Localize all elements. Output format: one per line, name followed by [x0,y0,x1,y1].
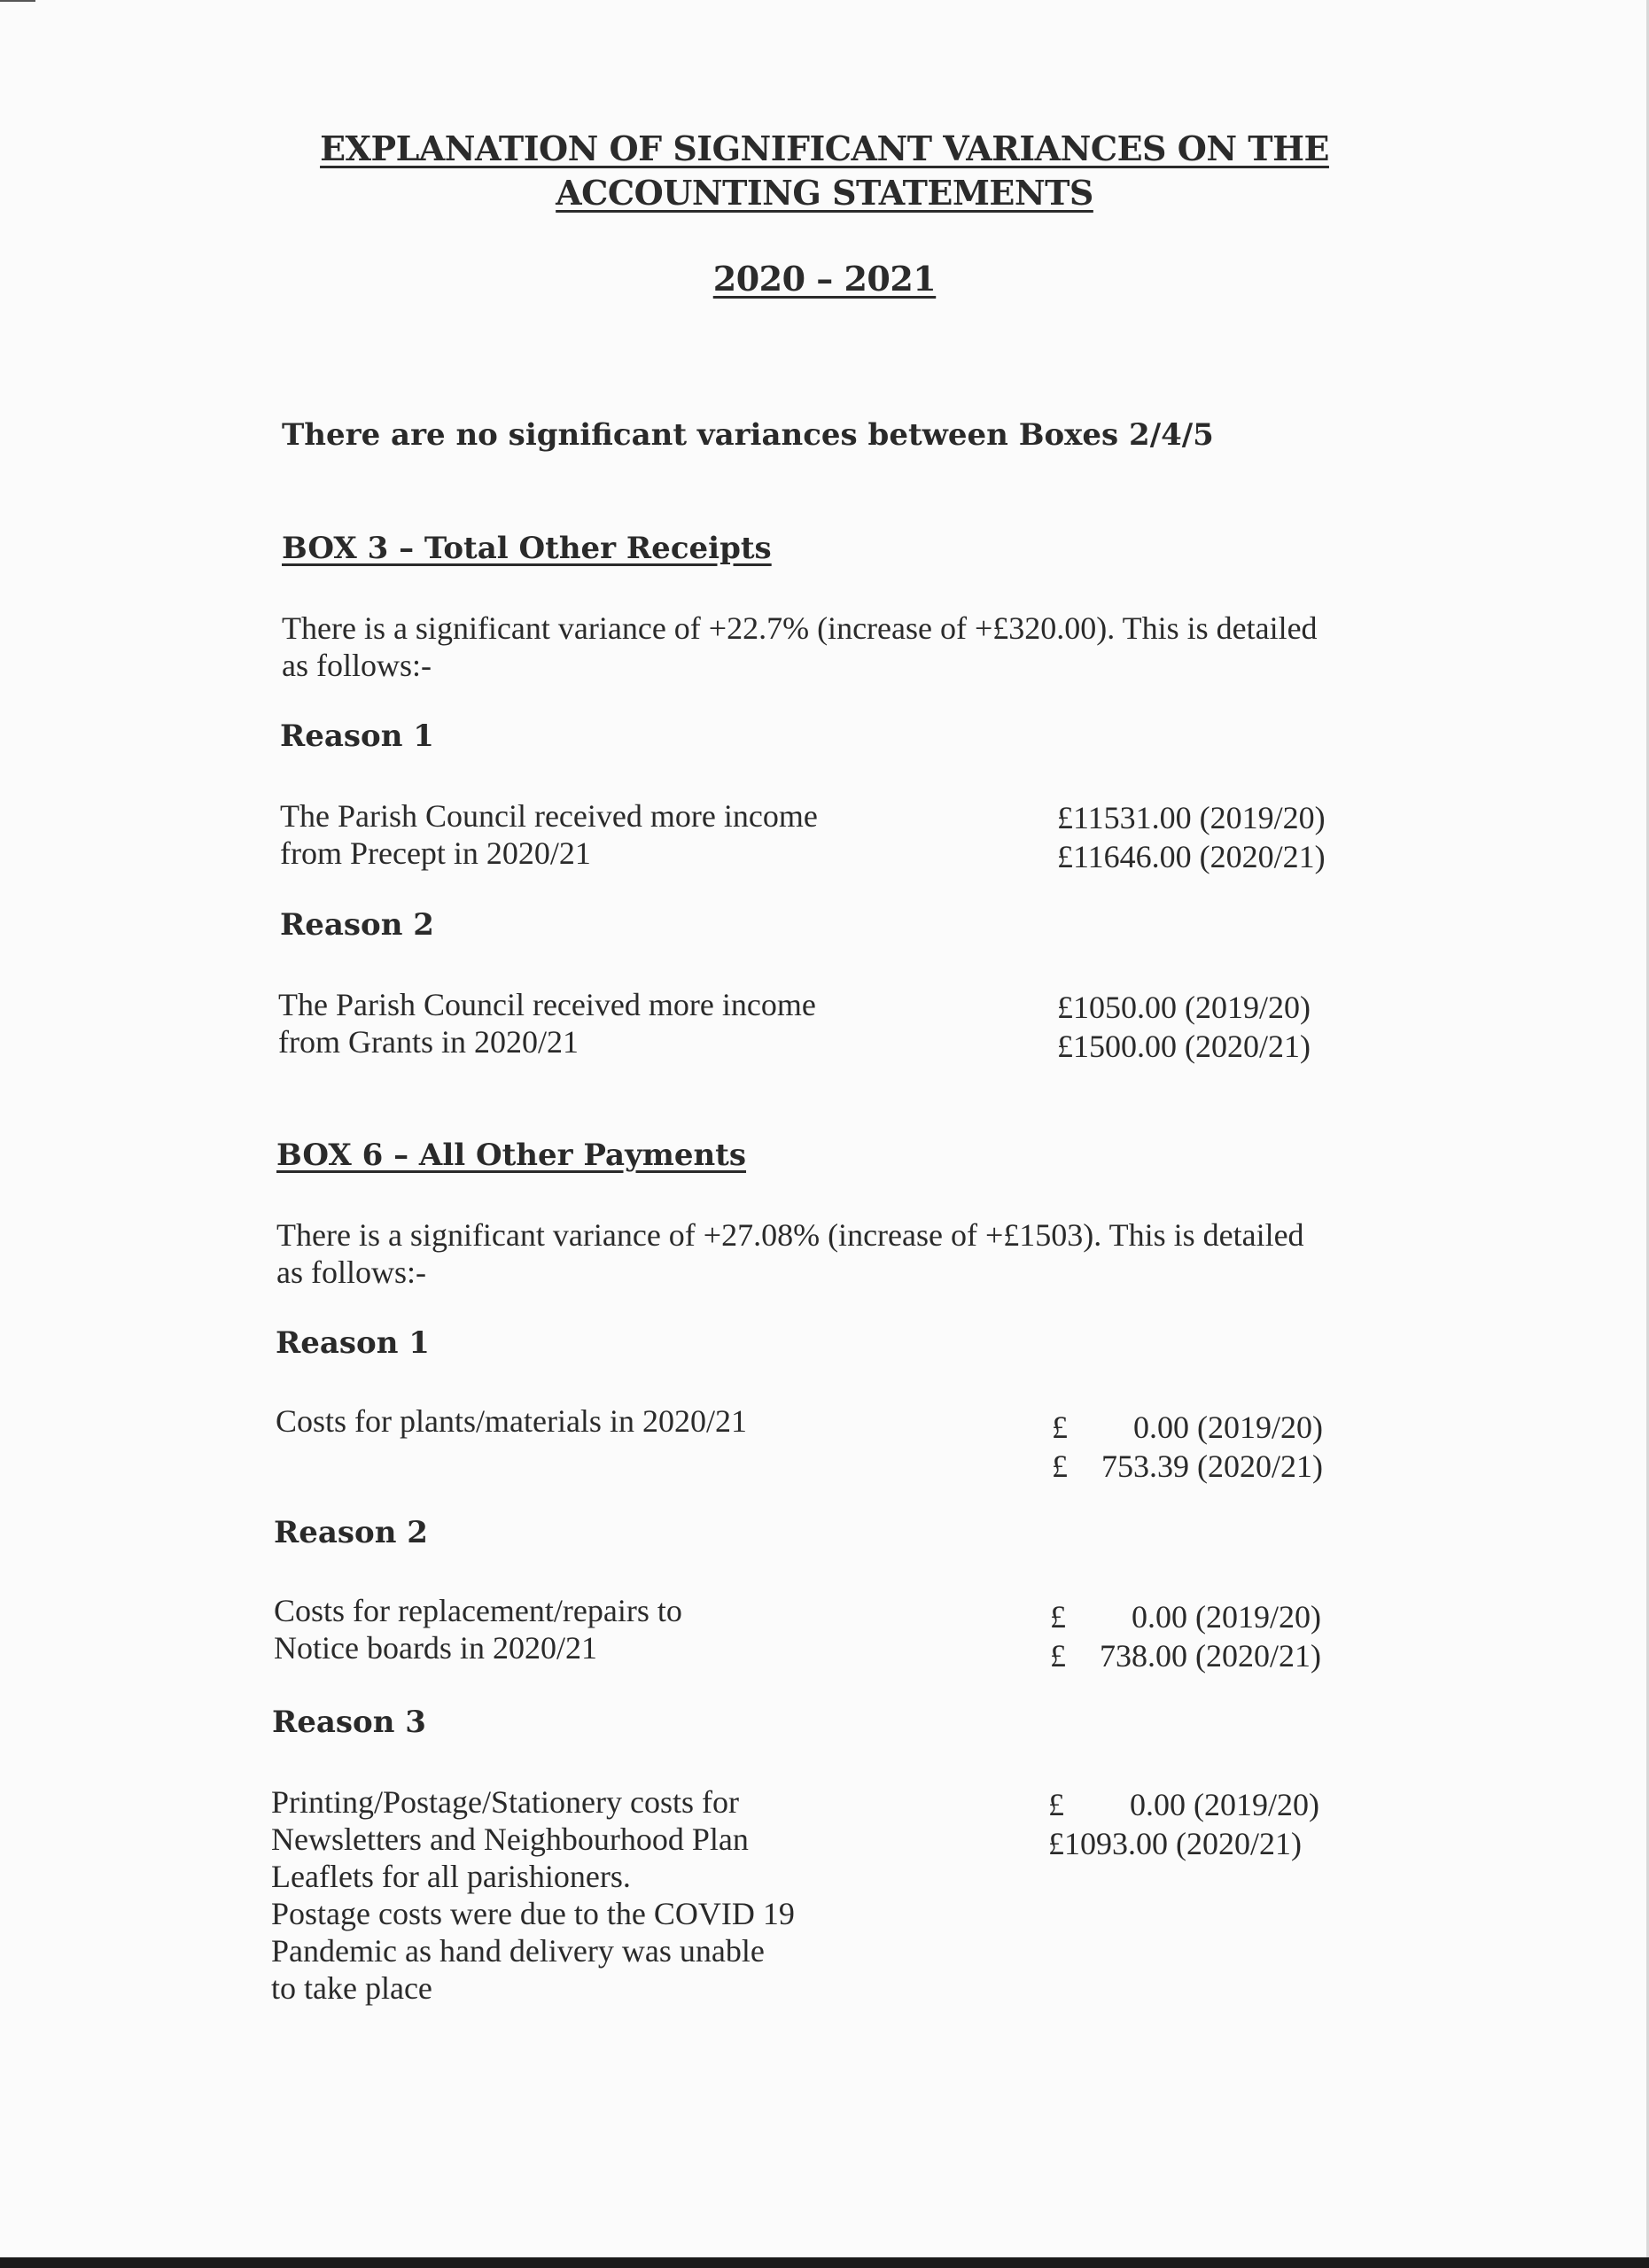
box6-reason-2-value-2020 [1050,1637,1321,1674]
year-label: (2020/21) [1197,1449,1323,1484]
box3-reason-1-value-2019: £11531.00 (2019/20) [1057,800,1326,835]
no-variance-note: There are no significant variances between Boxes 2/4/5 [282,417,1214,453]
box6-reason-3-desc-line-3: Leaflets for all parishioners. [271,1859,631,1894]
document-title-line-2: ACCOUNTING STATEMENTS [556,173,1093,213]
box6-reason-1-value-2019 [1052,1409,1323,1446]
box3-reason-2-value-2020: £1500.00 (2020/21) [1057,1029,1311,1064]
box6-reason-3-desc-line-2: Newsletters and Neighbourhood Plan [271,1821,749,1857]
box6-reason-1-desc-line-1: Costs for plants/materials in 2020/21 [276,1403,747,1439]
box6-reason-2-label: Reason 2 [274,1515,428,1550]
year-label: (2019/20) [1197,1410,1323,1445]
box3-heading: BOX 3 – Total Other Receipts [282,531,772,566]
currency-symbol: £ [1050,1638,1066,1674]
box6-reason-3-desc-line-6: to take place [271,1970,432,2006]
box3-reason-1-value-2020: £11646.00 (2020/21) [1057,839,1326,874]
box6-reason-3-desc-line-4: Postage costs were due to the COVID 19 [271,1896,795,1931]
box6-reason-2-desc-line-2: Notice boards in 2020/21 [274,1630,597,1666]
document-title-line-1: EXPLANATION OF SIGNIFICANT VARIANCES ON THE [320,128,1329,168]
year-label: (2020/21) [1195,1638,1321,1674]
box3-reason-2-desc-line-1: The Parish Council received more income [278,987,816,1022]
document-year: 2020 – 2021 [712,259,937,299]
year-label: (2019/20) [1194,1787,1319,1822]
amount: 738.00 [1100,1638,1187,1674]
box3-reason-1-label: Reason 1 [280,718,434,754]
amount: 0.00 [1133,1410,1189,1445]
box6-reason-3-desc-line-5: Pandemic as hand delivery was unable [271,1933,765,1969]
box6-reason-1-label: Reason 1 [276,1325,430,1361]
amount: 753.39 [1101,1449,1189,1484]
box3-intro-line-2: as follows:- [282,648,432,683]
box6-intro-line-2: as follows:- [276,1254,426,1290]
box3-reason-2-label: Reason 2 [280,907,434,943]
box6-reason-3-value-2019 [1048,1786,1319,1823]
box6-reason-2-desc-line-1: Costs for replacement/repairs to [274,1593,682,1628]
amount: 0.00 [1130,1787,1186,1822]
box6-intro-line-1: There is a significant variance of +27.08% (increase of +£1503). This is detailed [276,1217,1304,1253]
year-label: (2019/20) [1195,1599,1321,1635]
box3-reason-1-desc-line-2: from Precept in 2020/21 [280,835,591,871]
box3-reason-1-desc-line-1: The Parish Council received more income [280,798,818,834]
amount: 0.00 [1132,1599,1187,1635]
box6-reason-3-label: Reason 3 [272,1705,426,1740]
box6-reason-2-value-2019 [1050,1598,1321,1635]
box6-heading: BOX 6 – All Other Payments [276,1138,747,1173]
currency-symbol: £ [1052,1449,1068,1484]
scan-mark [0,0,35,2]
box6-reason-3-value-2020: £1093.00 (2020/21) [1048,1826,1302,1861]
currency-symbol: £ [1048,1787,1064,1822]
box6-reason-1-value-2020 [1052,1448,1323,1485]
box6-reason-3-desc-line-1: Printing/Postage/Stationery costs for [271,1784,739,1820]
scan-edge-bottom [0,2257,1649,2268]
box3-reason-2-value-2019: £1050.00 (2019/20) [1057,990,1311,1025]
currency-symbol: £ [1050,1599,1066,1635]
currency-symbol: £ [1052,1410,1068,1445]
box3-reason-2-desc-line-2: from Grants in 2020/21 [278,1024,579,1060]
box3-intro-line-1: There is a significant variance of +22.7% (increase of +£320.00). This is detailed [282,610,1318,646]
